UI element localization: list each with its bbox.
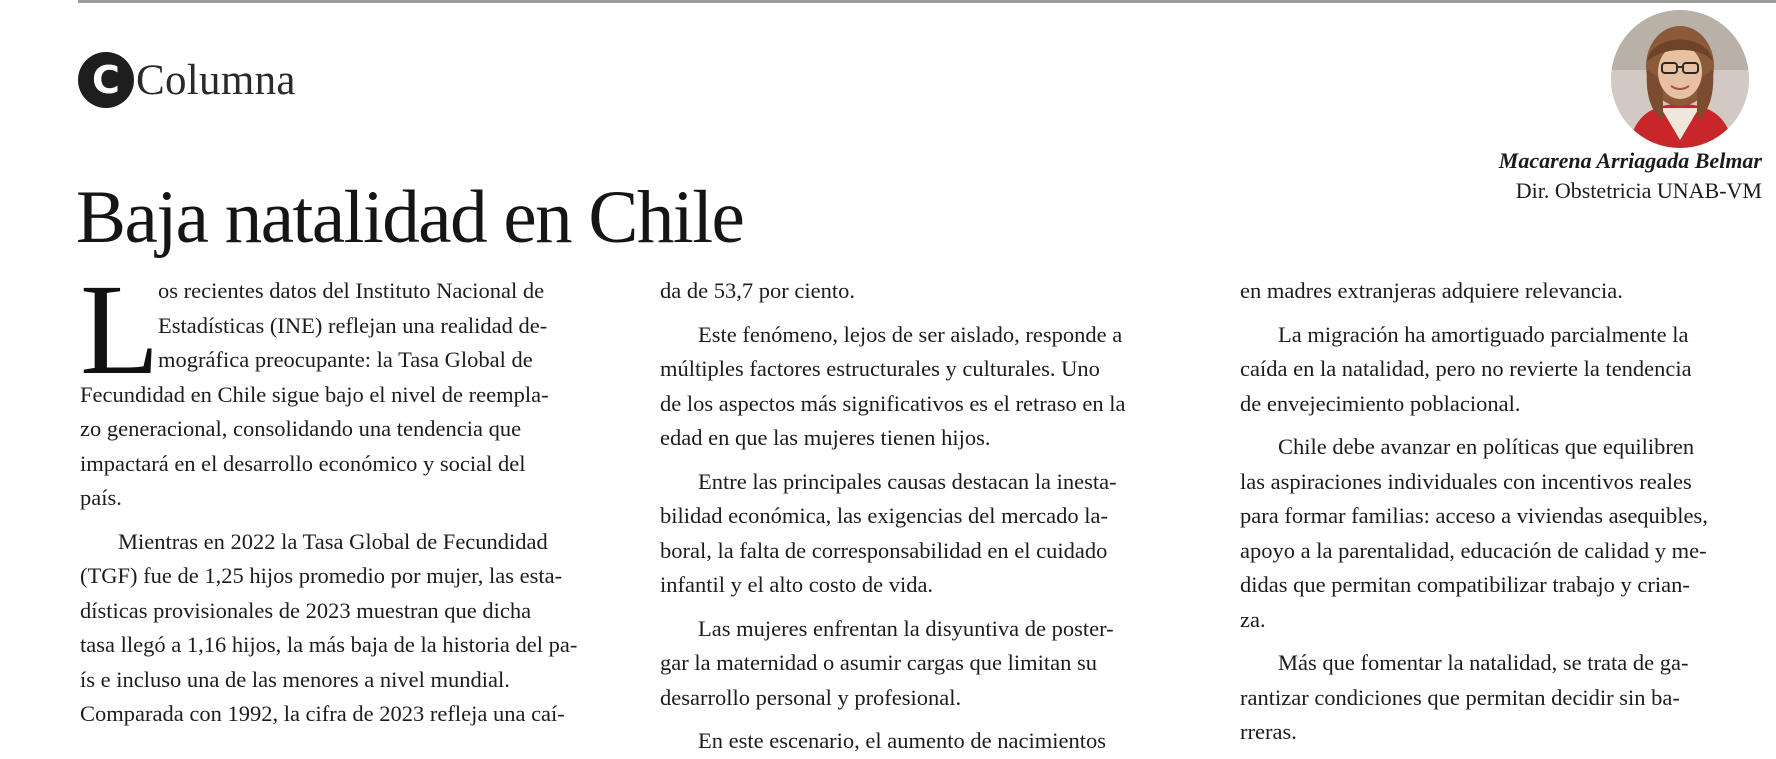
text-line: da de 53,7 por ciento.	[660, 278, 855, 303]
text-line: Este fenómeno, lejos de ser aislado, responde a	[698, 321, 1123, 347]
author-photo	[1611, 10, 1749, 148]
text-line: Chile debe avanzar en políticas que equilibren	[1278, 434, 1695, 459]
article-column-2	[660, 274, 1180, 759]
text-line: mográfica preocupante: la Tasa Global de	[158, 347, 533, 372]
text-line: infantil y el alto costo de vida.	[660, 572, 934, 597]
text-line: (TGF) fue de 1,25 hijos promedio por mujer, las esta-	[80, 563, 563, 588]
text-line: Entre las principales causas destacan la inesta-	[698, 468, 1117, 494]
text-line: zo generacional, consolidando una tendencia que	[80, 416, 522, 441]
author-name: Macarena Arriagada Belmar	[1498, 148, 1762, 173]
text-line: ís e incluso una de las menores a nivel mundial.	[80, 666, 510, 692]
text-line: Mientras en 2022 la Tasa Global de Fecundidad	[118, 528, 548, 554]
text-line: de envejecimiento poblacional.	[1240, 390, 1521, 416]
text-line: para formar familias: acceso a viviendas asequibles,	[1240, 503, 1708, 528]
text-line: dísticas provisionales de 2023 muestran que dicha	[80, 597, 532, 623]
text-line: os recientes datos del Instituto Nacional de	[158, 278, 545, 303]
text-line: boral, la falta de corresponsabilidad en el cuidado	[660, 537, 1108, 563]
text-line: didas que permitan compatibilizar trabajo y crian-	[1240, 572, 1690, 597]
text-line: tasa llegó a 1,16 hijos, la más baja de la historia del pa-	[80, 632, 578, 657]
text-line: de los aspectos más significativos es el retraso en la	[660, 390, 1126, 416]
author-role: Dir. Obstetricia UNAB-VM	[1515, 178, 1762, 203]
author-portrait-illustration	[1611, 10, 1749, 148]
text-line: rreras.	[1240, 719, 1297, 744]
text-line: país.	[80, 485, 122, 510]
section-title: Columna	[136, 56, 296, 104]
drop-cap: L	[80, 258, 160, 402]
text-line: caída en la natalidad, pero no revierte la tendencia	[1240, 356, 1692, 381]
text-line: rantizar condiciones que permitan decidir sin ba-	[1240, 684, 1680, 710]
text-line: en madres extranjeras adquiere relevancia.	[1240, 278, 1623, 303]
section-badge: C	[78, 52, 134, 108]
text-line: za.	[1240, 606, 1266, 632]
text-line: Comparada con 1992, la cifra de 2023 refleja una caí-	[80, 701, 565, 726]
text-line: Fecundidad en Chile sigue bajo el nivel de reempla-	[80, 381, 549, 407]
lead-paragraph	[80, 258, 640, 516]
text-line: las aspiraciones individuales con incentivos reales	[1240, 468, 1692, 494]
text-line: edad en que las mujeres tienen hijos.	[660, 425, 991, 450]
text-line: apoyo a la parentalidad, educación de calidad y me-	[1240, 537, 1707, 563]
text-line: Estadísticas (INE) reflejan una realidad de-	[158, 312, 548, 338]
text-line: En este escenario, el aumento de nacimientos	[698, 728, 1106, 753]
text-line: bilidad económica, las exigencias del mercado la-	[660, 503, 1108, 528]
text-line: Las mujeres enfrentan la disyuntiva de poster-	[698, 615, 1114, 641]
article-column-3	[1240, 274, 1776, 750]
top-rule	[78, 0, 1776, 3]
text-line: Más que fomentar la natalidad, se trata de ga-	[1278, 650, 1689, 675]
section-label	[78, 52, 296, 108]
article-column-1	[80, 258, 640, 732]
text-line: impactará en el desarrollo económico y social del	[80, 450, 526, 476]
text-line: La migración ha amortiguado parcialmente la	[1278, 321, 1689, 347]
text-line: gar la maternidad o asumir cargas que limitan su	[660, 650, 1097, 675]
text-line: múltiples factores estructurales y culturales. Uno	[660, 356, 1100, 381]
headline: Baja natalidad en Chile	[76, 176, 744, 259]
text-line: desarrollo personal y profesional.	[660, 684, 962, 710]
